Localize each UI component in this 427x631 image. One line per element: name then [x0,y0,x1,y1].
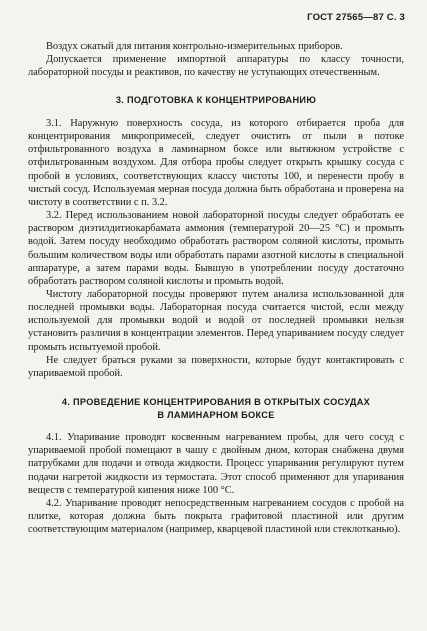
clause-3-2: 3.2. Перед использованием новой лабораторной посуды следует обработать ее раствором диэтилдитиокарбамата аммония (температурой 20—25 °С) и промыть водой. Затем посуду необходимо обработать раствором соляной кислоты, промыть большим количеством воды или обработать парами азотной кислоты в специальной аппаратуре, а затем парами воды. Бывшую в употреблении посуду достаточно обработать раствором соляной кислоты и промыть водой. [28,210,404,287]
page-body [28,40,404,536]
clause-4-2: 4.2. Упаривание проводят непосредственным нагреванием сосудов с пробой на плитке, которая должна быть покрыта графитовой пластиной или другим соответствующим материалом (например, кварцевой пластиной или стеклотканью). [28,497,404,536]
section-3-heading: 3. ПОДГОТОВКА К КОНЦЕНТРИРОВАНИЮ [115,95,317,106]
paragraph-import-equipment: Допускается применение импортной аппаратуры по классу точности, лабораторной посуды и реактивов, по качеству не уступающих отечественным. [28,54,404,79]
paragraph-glassware-cleanliness: Чистоту лабораторной посуды проверяют путем анализа использованной для последней промывки воды. Лабораторная посуда считается чистой, если между используемой для промывки водой и водой от последней промывки нельзя установить различия в концентрации элементов. Перед упариванием посуду следует промыть испытуемой пробой. [28,289,404,353]
paragraph-compressed-air: Воздух сжатый для питания контрольно-измерительных приборов. [46,41,343,52]
section-4-heading [28,396,404,421]
section-4-heading-line2: В ЛАМИНАРНОМ БОКСЕ [157,409,275,420]
clause-4-1: 4.1. Упаривание проводят косвенным нагреванием пробы, для чего сосуд с упариваемой пробой помещают в чашу с двойным дном, которая снабжена двумя патрубками для подачи и отвода жидкости. Процесс упаривания регулируют путем подачи нагретой жидкости из термостата. Этот способ применяют для упаривания веществ с температурой кипения ниже 100 °С. [28,432,404,496]
section-4-heading-line1: 4. ПРОВЕДЕНИЕ КОНЦЕНТРИРОВАНИЯ В ОТКРЫТЫХ СОСУДАХ [61,397,371,408]
clause-3-1: 3.1. Наружную поверхность сосуда, из которого отбирается проба для концентрирования микропримесей, следует очистить от пыли в потоке отфильтрованного воздуха в ламинарном боксе или вытяжном устройстве с отфильтрованным воздухом. Для отбора пробы следует открыть крышку сосуда с пробой в условиях, соответствующих классу чистоты 100, и перенести пробу в чистый сосуд. Используемая мерная посуда должна быть обработана и проверена на чистоту в соответствии с п. 3.2. [28,117,404,208]
running-header: ГОСТ 27565—87 С. 3 [307,12,405,23]
paragraph-handling-warning: Не следует браться руками за поверхности, которые будут контактировать с упариваемой пробой. [28,354,404,379]
